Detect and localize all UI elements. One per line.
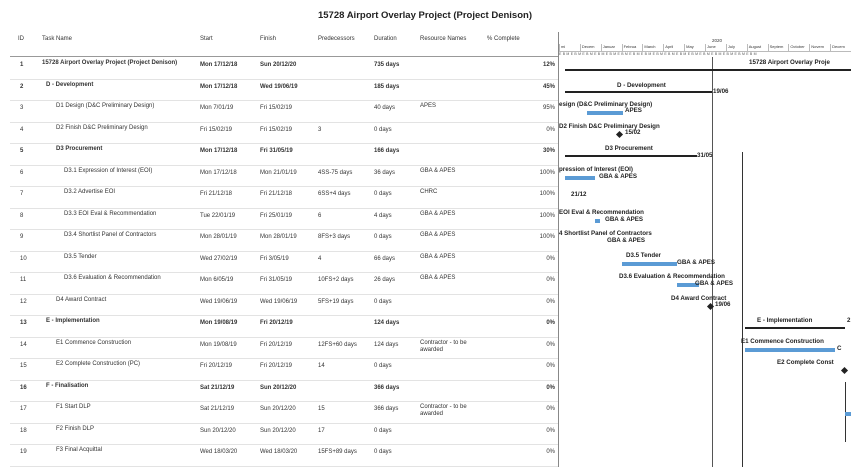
row-predecessors: 8FS+3 days: [318, 234, 351, 240]
row-finish: Fri 31/05/19: [260, 148, 293, 154]
row-duration: 366 days: [374, 406, 399, 412]
row-start: Mon 7/01/19: [200, 105, 234, 111]
row-id: 3: [20, 105, 24, 111]
row-finish: Fri 20/12/19: [260, 320, 293, 326]
row-task-name: D3.5 Tender: [64, 253, 97, 260]
row-complete: 0%: [546, 255, 555, 262]
row-duration: 0 days: [374, 126, 392, 133]
milestone-diamond[interactable]: [841, 367, 848, 374]
row-complete: 30%: [542, 148, 555, 154]
row-complete: 95%: [542, 105, 555, 111]
row-finish: Fri 21/12/18: [260, 191, 293, 197]
table-row[interactable]: [10, 251, 558, 274]
col-id[interactable]: ID: [18, 36, 24, 42]
row-finish: Wed 19/06/19: [260, 83, 298, 90]
row-start: Sat 21/12/19: [200, 384, 235, 391]
row-id: 1: [20, 62, 24, 68]
row-start: Mon 19/08/19: [200, 320, 238, 326]
row-start: Mon 6/05/19: [200, 277, 234, 283]
row-finish: Fri 20/12/19: [260, 363, 293, 369]
row-duration: 185 days: [374, 83, 400, 90]
row-finish: Fri 20/12/19: [260, 341, 293, 348]
col-task[interactable]: Task Name: [42, 36, 73, 42]
row-finish: Mon 28/01/19: [260, 234, 297, 240]
gantt-label: 15/02: [625, 128, 641, 136]
table-row[interactable]: [10, 208, 558, 231]
row-complete: 0%: [546, 363, 555, 369]
row-task-name: D2 Finish D&C Preliminary Design: [56, 124, 148, 131]
row-resources: APES: [420, 103, 437, 109]
table-row[interactable]: [10, 143, 558, 166]
row-finish: Fri 3/05/19: [260, 255, 289, 262]
row-task-name: D3.3 EOI Eval & Recommendation: [64, 210, 157, 217]
row-duration: 0 days: [374, 191, 392, 197]
row-start: Fri 15/02/19: [200, 126, 233, 133]
row-complete: 0%: [546, 298, 555, 305]
row-complete: 0%: [546, 427, 555, 434]
row-start: Mon 17/12/18: [200, 169, 237, 176]
timeline-month: April: [663, 44, 685, 51]
timeline-month: August: [747, 44, 769, 51]
task-bar[interactable]: [745, 348, 835, 352]
gantt-label: APES: [625, 107, 642, 114]
row-task-name: D3.6 Evaluation & Recommendation: [64, 275, 161, 281]
row-finish: Wed 19/06/19: [260, 298, 298, 305]
row-id: 2: [20, 83, 24, 90]
row-start: Sat 21/12/19: [200, 406, 235, 412]
gantt-label: D4 Award Contract: [671, 294, 727, 302]
col-start[interactable]: Start: [200, 36, 213, 42]
row-predecessors: 17: [318, 427, 325, 434]
task-bar[interactable]: [587, 111, 623, 115]
row-predecessors: 14: [318, 363, 325, 369]
row-predecessors: 5FS+19 days: [318, 298, 354, 305]
gantt-label: EOI Eval & Recommendation: [559, 208, 644, 216]
row-task-name: F2 Finish DLP: [56, 425, 95, 432]
row-start: Sun 20/12/20: [200, 427, 236, 434]
table-row[interactable]: [10, 165, 558, 188]
row-duration: 0 days: [374, 234, 392, 240]
row-id: 4: [20, 126, 24, 133]
table-row[interactable]: [10, 315, 558, 338]
row-id: 9: [20, 234, 24, 240]
timeline-month: October: [788, 44, 810, 51]
timeline-month: Novem: [809, 44, 831, 51]
col-predecessors[interactable]: Predecessors: [318, 36, 355, 42]
row-duration: 26 days: [374, 277, 396, 283]
row-id: 19: [20, 449, 27, 455]
row-resources: CHRC: [420, 189, 438, 195]
timeline-month: mi: [559, 44, 581, 51]
row-task-name: D1 Design (D&C Preliminary Design): [56, 103, 155, 109]
table-row[interactable]: [10, 57, 558, 80]
table-row[interactable]: [10, 337, 558, 360]
timeline-month: June: [705, 44, 727, 51]
row-start: Mon 17/12/18: [200, 62, 238, 68]
gantt-chart: [558, 32, 851, 467]
row-id: 6: [20, 169, 24, 176]
col-complete[interactable]: % Complete: [487, 36, 520, 42]
gantt-label: 19/06: [713, 87, 729, 95]
summary-bar[interactable]: [565, 69, 851, 71]
row-task-name: E2 Complete Construction (PC): [56, 361, 141, 367]
row-start: Tue 22/01/19: [200, 212, 236, 219]
row-finish: Fri 31/05/19: [260, 277, 293, 283]
row-task-name: E - Implementation: [46, 318, 100, 324]
row-finish: Fri 25/01/19: [260, 212, 293, 219]
row-duration: 366 days: [374, 384, 400, 391]
row-duration: 0 days: [374, 363, 392, 369]
gantt-label: E - Implementation: [757, 317, 813, 324]
gantt-label: C: [837, 344, 842, 352]
row-resources: Contractor - to be awarded: [420, 339, 467, 353]
row-finish: Mon 21/01/19: [260, 169, 297, 176]
row-finish: Fri 15/02/19: [260, 105, 293, 111]
row-id: 17: [20, 406, 27, 412]
row-duration: 4 days: [374, 212, 392, 219]
row-resources: GBA & APES: [420, 232, 456, 238]
milestone-diamond[interactable]: [616, 130, 623, 137]
row-complete: 0%: [546, 277, 555, 283]
table-row[interactable]: [10, 423, 558, 446]
row-predecessors: 4: [318, 255, 322, 262]
row-id: 12: [20, 298, 27, 305]
row-complete: 0%: [546, 341, 555, 348]
gantt-label: GBA & APES: [605, 215, 644, 223]
page-title: 15728 Airport Overlay Project (Project Denison): [317, 10, 532, 21]
timeline-month: Decem: [830, 44, 852, 51]
row-start: Mon 17/12/18: [200, 83, 238, 90]
task-bar[interactable]: [845, 412, 851, 416]
row-finish: Sun 20/12/20: [260, 406, 296, 412]
row-complete: 100%: [539, 169, 555, 176]
row-complete: 100%: [539, 191, 555, 197]
gantt-label: esign (D&C Preliminary Design): [559, 101, 653, 108]
gantt-label: D3.6 Evaluation & Recommendation: [619, 273, 725, 280]
row-finish: Sun 20/12/20: [260, 384, 297, 391]
task-bar[interactable]: [595, 219, 600, 223]
timeline-subdivisions: E B M E B M E B M E B M E B M E B M E B M E B M E B M E B M E B M E B M E B M E B M E B M E B M E B M: [559, 51, 851, 57]
gantt-label: E1 Commence Construction: [741, 337, 824, 345]
row-complete: 0%: [546, 449, 555, 455]
row-predecessors: 12FS+60 days: [318, 341, 357, 348]
row-id: 16: [20, 384, 27, 391]
row-start: Mon 19/08/19: [200, 341, 237, 348]
row-duration: 0 days: [374, 449, 392, 455]
timeline-month: Septem: [768, 44, 790, 51]
table-row[interactable]: [10, 100, 558, 123]
gantt-label: 15728 Airport Overlay Proje: [749, 59, 830, 66]
row-id: 7: [20, 191, 24, 197]
row-duration: 124 days: [374, 341, 399, 348]
row-duration: 0 days: [374, 427, 392, 434]
row-duration: 124 days: [374, 320, 400, 326]
row-finish: Sun 20/12/20: [260, 427, 296, 434]
row-task-name: D3.1 Expression of Interest (EOI): [64, 167, 153, 174]
row-complete: 100%: [539, 212, 555, 219]
row-resources: GBA & APES: [420, 210, 456, 217]
row-duration: 0 days: [374, 298, 392, 305]
timeline-month: July: [726, 44, 748, 51]
table-row[interactable]: [10, 186, 558, 209]
row-task-name: D3 Procurement: [56, 146, 103, 152]
row-complete: 12%: [542, 62, 555, 68]
col-resources[interactable]: Resource Names: [420, 36, 467, 42]
row-duration: 166 days: [374, 148, 400, 154]
row-id: 5: [20, 148, 24, 154]
row-predecessors: 3: [318, 126, 322, 133]
row-start: Wed 19/06/19: [200, 298, 238, 305]
table-header: [10, 32, 558, 57]
row-predecessors: 6: [318, 212, 322, 219]
row-start: Mon 28/01/19: [200, 234, 237, 240]
col-finish[interactable]: Finish: [260, 36, 277, 42]
row-task-name: F3 Final Acquittal: [56, 447, 103, 453]
row-complete: 0%: [546, 126, 555, 133]
gantt-label: D3 Procurement: [605, 145, 653, 152]
row-complete: 45%: [542, 83, 555, 90]
row-duration: 66 days: [374, 255, 396, 262]
row-start: Fri 21/12/18: [200, 191, 233, 197]
gantt-label: D2 Finish D&C Preliminary Design: [559, 122, 660, 130]
row-complete: 0%: [546, 320, 555, 326]
gantt-label: E2 Complete Const: [777, 359, 834, 366]
col-duration[interactable]: Duration: [374, 36, 397, 42]
row-complete: 0%: [546, 406, 555, 412]
row-task-name: F1 Start DLP: [56, 404, 91, 410]
row-task-name: D - Development: [46, 81, 94, 88]
gantt-label: D3.5 Tender: [626, 251, 661, 259]
table-row[interactable]: [10, 272, 558, 295]
task-bar[interactable]: [565, 176, 595, 180]
gantt-label: pression of Interest (EOI): [559, 165, 633, 173]
row-id: 13: [20, 320, 27, 326]
row-start: Wed 27/02/19: [200, 255, 238, 262]
row-start: Mon 17/12/18: [200, 148, 238, 154]
gantt-label: D - Development: [617, 81, 666, 89]
row-resources: GBA & APES: [420, 253, 456, 260]
row-task-name: D3.2 Advertise EOI: [64, 189, 116, 195]
table-row[interactable]: [10, 380, 558, 403]
row-resources: GBA & APES: [420, 275, 456, 281]
row-id: 15: [20, 363, 27, 369]
summary-bar[interactable]: [565, 155, 697, 157]
row-duration: 36 days: [374, 169, 396, 176]
row-id: 11: [20, 277, 27, 283]
gantt-label: GBA & APES: [677, 258, 716, 266]
timeline-month: Januar: [601, 44, 623, 51]
row-start: Fri 20/12/19: [200, 363, 233, 369]
task-bar[interactable]: [622, 262, 677, 266]
timeline-year: 2020: [712, 38, 723, 43]
row-task-name: E1 Commence Construction: [56, 339, 132, 346]
gantt-label: GBA & APES: [599, 172, 638, 180]
gantt-label: 31/05: [697, 152, 713, 159]
row-resources: GBA & APES: [420, 167, 456, 174]
table-row[interactable]: [10, 401, 558, 424]
row-task-name: 15728 Airport Overlay Project (Project Denison): [42, 60, 178, 66]
row-duration: 40 days: [374, 105, 396, 111]
row-finish: Wed 18/03/20: [260, 449, 298, 455]
row-finish: Fri 15/02/19: [260, 126, 293, 133]
table-row[interactable]: [10, 229, 558, 252]
gantt-label: 19/06: [715, 300, 731, 308]
gantt-label: GBA & APES: [607, 237, 646, 244]
table-row[interactable]: [10, 294, 558, 317]
row-task-name: D3.4 Shortlist Panel of Contractors: [64, 232, 157, 238]
gantt-label: 21/12: [571, 191, 587, 198]
row-predecessors: 4SS-75 days: [318, 169, 353, 176]
gantt-label: GBA & APES: [695, 280, 734, 287]
gantt-label: 2: [847, 317, 851, 324]
row-duration: 735 days: [374, 62, 400, 68]
table-row[interactable]: [10, 122, 558, 145]
row-id: 10: [20, 255, 27, 262]
row-id: 14: [20, 341, 27, 348]
table-row[interactable]: [10, 358, 558, 381]
timeline-month: May: [684, 44, 706, 51]
timeline-month: Decem: [580, 44, 602, 51]
row-complete: 100%: [539, 234, 555, 240]
row-task-name: D4 Award Contract: [56, 296, 107, 303]
row-complete: 0%: [546, 384, 555, 391]
table-row[interactable]: [10, 79, 558, 102]
row-predecessors: 15: [318, 406, 325, 412]
row-resources: Contractor - to be awarded: [420, 404, 467, 417]
summary-bar[interactable]: [745, 327, 845, 329]
timeline-month: Februa: [622, 44, 644, 51]
timeline-month: March: [642, 44, 664, 51]
row-id: 8: [20, 212, 24, 219]
gantt-label: 4 Shortlist Panel of Contractors: [559, 230, 652, 237]
row-start: Wed 18/03/20: [200, 449, 238, 455]
row-task-name: F - Finalisation: [46, 382, 89, 389]
table-row[interactable]: [10, 444, 558, 467]
status-line[interactable]: [742, 152, 743, 467]
row-id: 18: [20, 427, 27, 434]
summary-bar[interactable]: [565, 91, 712, 93]
row-finish: Sun 20/12/20: [260, 62, 297, 68]
row-predecessors: 6SS+4 days: [318, 191, 351, 197]
row-predecessors: 10FS+2 days: [318, 277, 354, 283]
row-predecessors: 15FS+89 days: [318, 449, 357, 455]
